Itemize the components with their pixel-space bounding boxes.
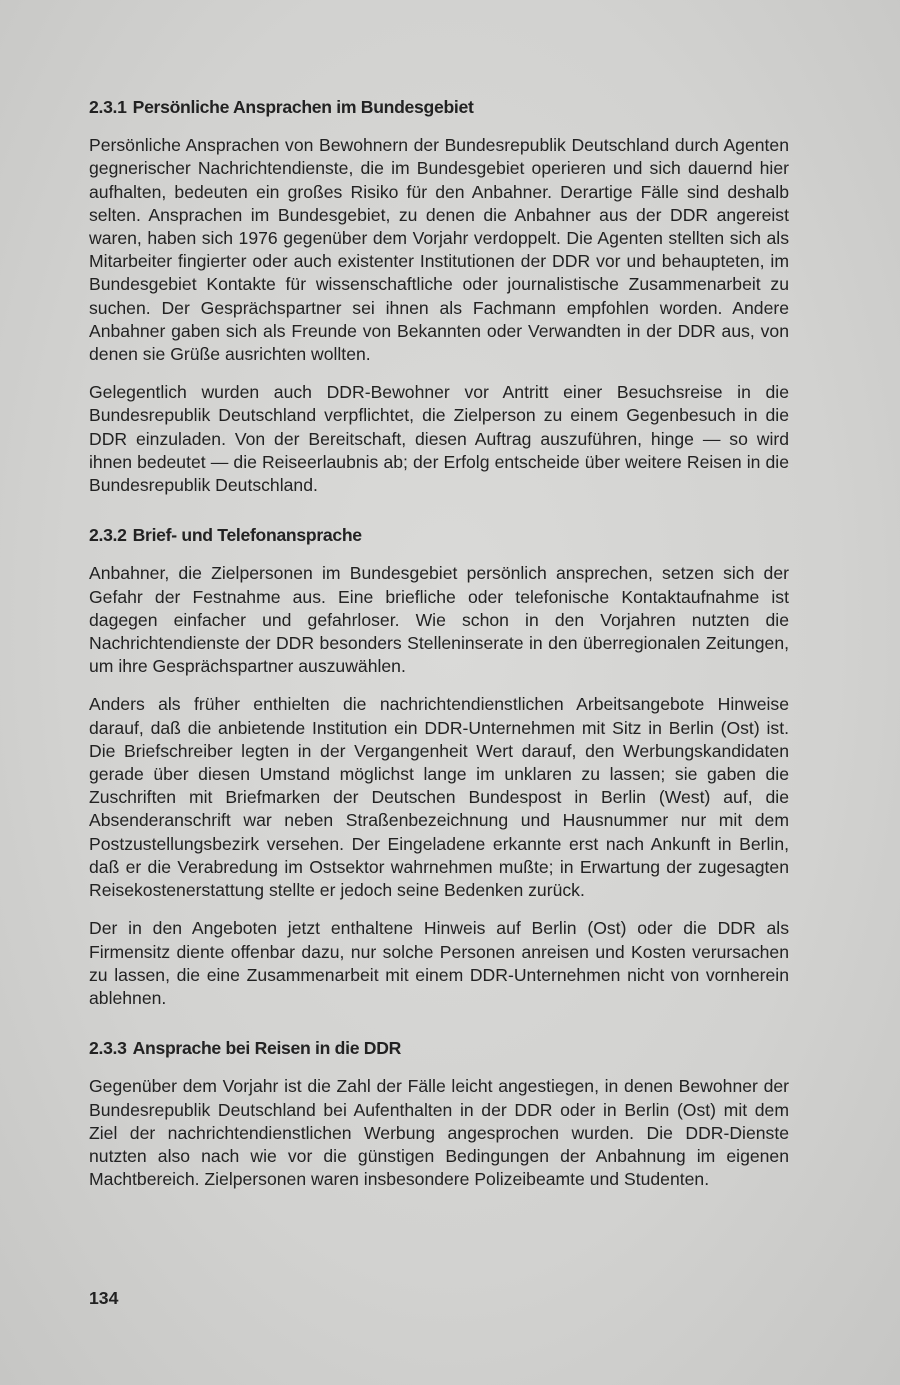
section-heading	[89, 96, 789, 119]
paragraph: Gelegentlich wurden auch DDR-Bewohner vor Antritt einer Besuchsreise in die Bundesrepublik Deutschland verpflichtet, die Zielperson zu einem Gegenbesuch in die DDR einzuladen. Von der Bereitschaft, diesen Auftrag auszuführen, hinge — so wird ihnen bedeutet — die Reiseerlaubnis ab; der Erfolg entscheide über weitere Reisen in die Bundesrepublik Deutschland.	[89, 382, 789, 496]
section-2-3-3	[89, 1037, 789, 1191]
page-number: 134	[89, 1288, 119, 1308]
paragraph: Persönliche Ansprachen von Bewohnern der Bundesrepublik Deutschland durch Agenten gegnerischer Nachrichtendienste, die im Bundesgebiet operieren und sich dauernd hier aufhalten, bedeuten ein großes Risiko für den Anbahner. Derartige Fälle sind deshalb selten. Ansprachen im Bundesgebiet, zu denen die Anbahner aus der DDR angereist waren, haben sich 1976 gegenüber dem Vorjahr verdoppelt. Die Agenten stellten sich als Mitarbeiter fingierter oder auch existenter Institutionen der DDR vor und behaupteten, im Bundesgebiet Kontakte für wissenschaftliche oder journalistische Zusammenarbeit zu suchen. Der Gesprächspartner sei ihnen als Fachmann empfohlen worden. Andere Anbahner gaben sich als Freunde von Bekannten oder Verwandten in der DDR aus, von denen sie Grüße ausrichten wollten.	[89, 135, 789, 365]
paragraph: Der in den Angeboten jetzt enthaltene Hinweis auf Berlin (Ost) oder die DDR als Firmensitz diente offenbar dazu, nur solche Personen anreisen und Kosten verursachen zu lassen, die eine Zusammenarbeit mit einem DDR-Unternehmen nicht von vornherein ablehnen.	[89, 918, 789, 1008]
paragraph: Anders als früher enthielten die nachrichtendienstlichen Arbeitsangebote Hinweise darauf, daß die anbietende Institution ein DDR-Unternehmen mit Sitz in Berlin (Ost) ist. Die Briefschreiber legten in der Vergangenheit Wert darauf, den Werbungskandidaten gerade über diesen Umstand möglichst lange im unklaren zu lassen; sie gaben die Zuschriften mit Briefmarken der Deutschen Bundespost in Berlin (West) auf, die Absenderanschrift war neben Straßenbezeichnung und Hausnummer nur mit dem Postzustellungsbezirk versehen. Der Eingeladene erkannte erst nach Ankunft in Berlin, daß er die Verabredung im Ostsektor wahrnehmen mußte; in Erwartung der zugesagten Reisekostenerstattung stellte er jedoch seine Bedenken zurück.	[89, 694, 789, 901]
section-number: 2.3.2	[89, 525, 127, 546]
section-2-3-2	[89, 524, 789, 1010]
section-title: Persönliche Ansprachen im Bundesgebiet	[132, 97, 474, 117]
paragraph: Anbahner, die Zielpersonen im Bundesgebiet persönlich ansprechen, setzen sich der Gefahr der Festnahme aus. Eine briefliche oder telefonische Kontaktaufnahme ist dagegen einfacher und gefahrloser. Wie schon in den Vorjahren nutzten die Nachrichtendienste der DDR besonders Stelleninserate in den überregionalen Zeitungen, um ihre Gesprächspartner auszuwählen.	[89, 563, 789, 677]
section-heading	[89, 524, 789, 547]
paragraph: Gegenüber dem Vorjahr ist die Zahl der Fälle leicht angestiegen, in denen Bewohner der Bundesrepublik Deutschland bei Aufenthalten in der DDR oder in Berlin (Ost) mit dem Ziel der nachrichtendienstlichen Werbung angesprochen wurden. Die DDR-Dienste nutzten also nach wie vor die günstigen Bedingungen der Anbahnung im eigenen Machtbereich. Zielpersonen waren insbesondere Polizeibeamte und Studenten.	[89, 1076, 789, 1190]
section-number: 2.3.3	[89, 1038, 127, 1059]
section-title: Ansprache bei Reisen in die DDR	[132, 1038, 402, 1059]
section-number: 2.3.1	[89, 97, 127, 117]
section-title: Brief- und Telefonansprache	[132, 525, 362, 546]
section-heading	[89, 1037, 789, 1060]
page-body	[89, 96, 789, 1206]
section-2-3-1	[89, 96, 789, 497]
